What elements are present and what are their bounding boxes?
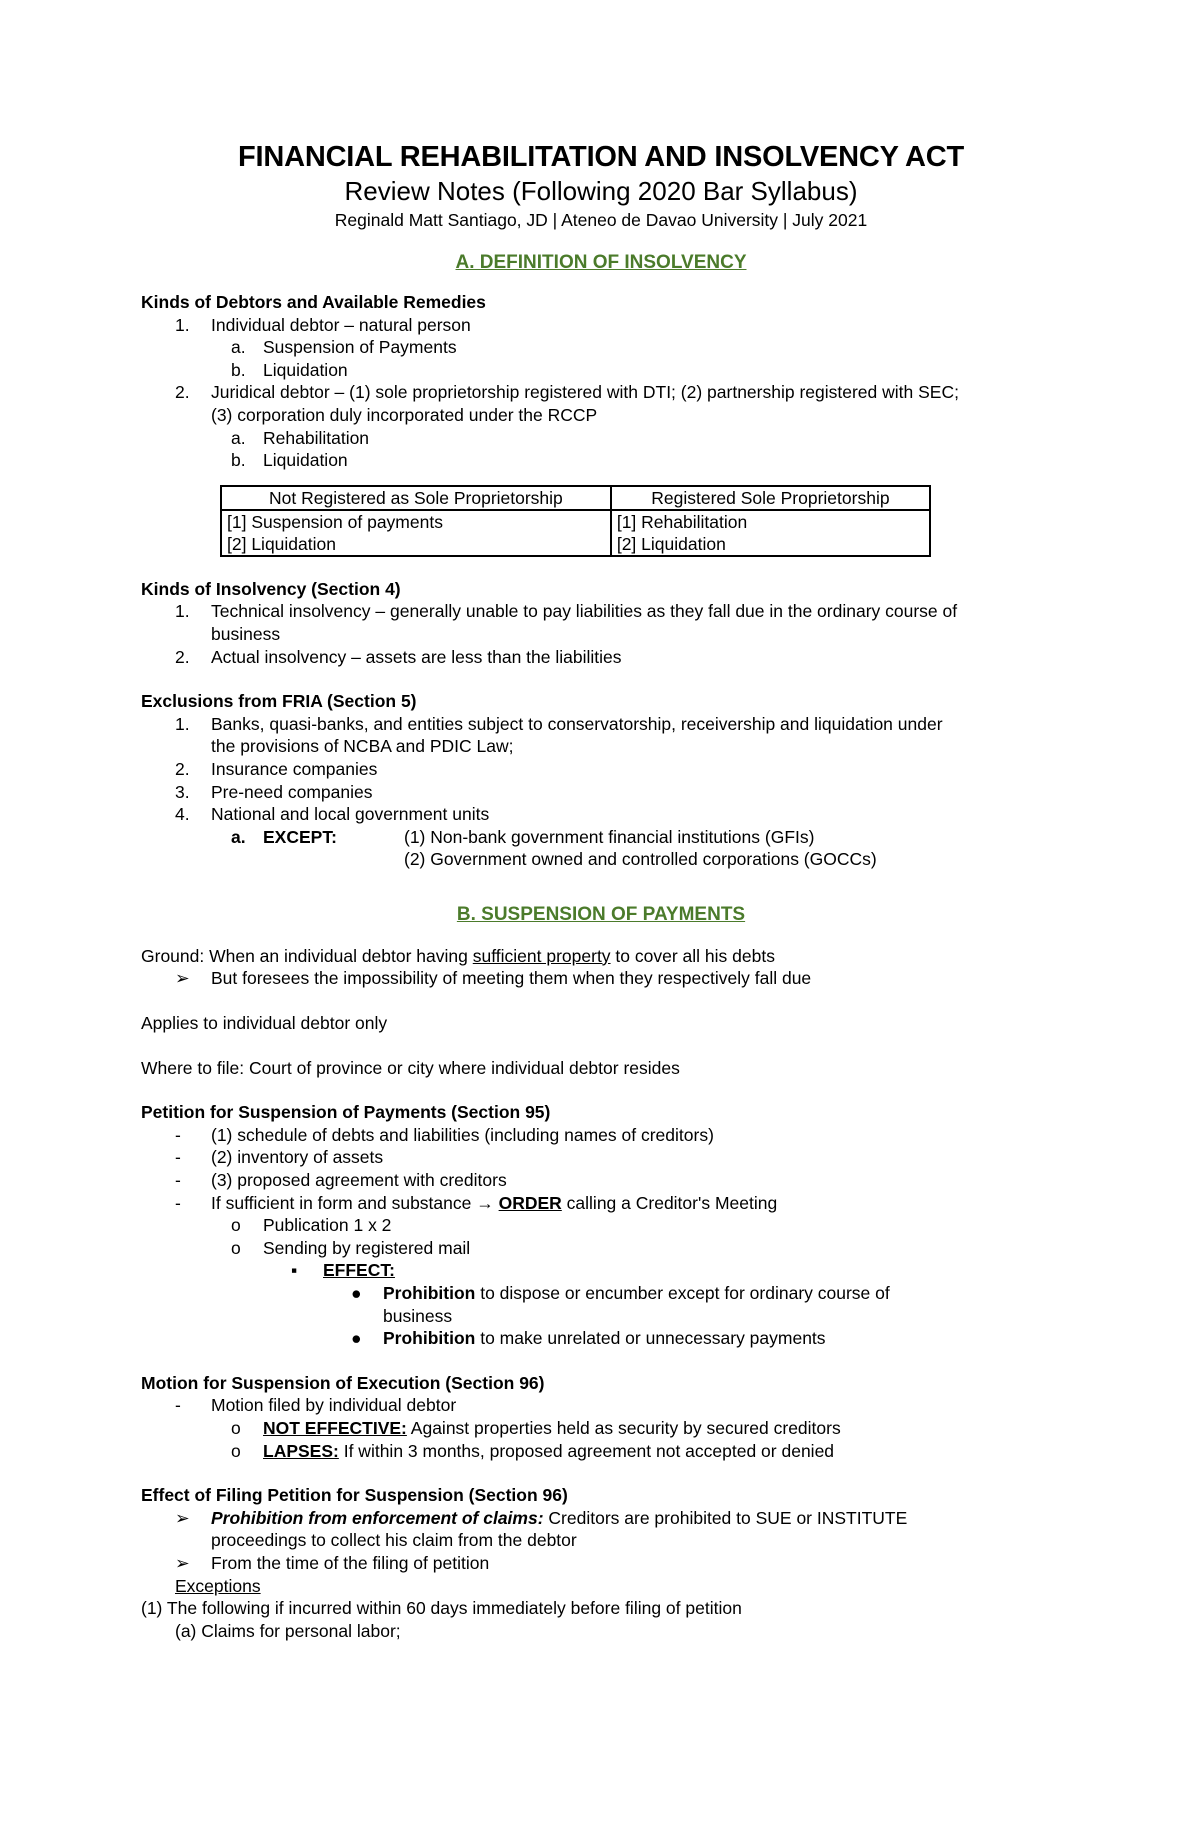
exception-subitem: (a) Claims for personal labor; bbox=[175, 1620, 401, 1641]
list-item: 2. Insurance companies bbox=[175, 758, 378, 779]
list-item: 1. Technical insolvency – generally unable to pay liabilities as they fall due in the ordinary course of bbox=[175, 601, 958, 622]
list-item: 4. National and local government units bbox=[175, 804, 490, 825]
list-item: ▪ EFFECT: bbox=[291, 1260, 395, 1281]
insolvency-heading: Kinds of Insolvency (Section 4) bbox=[141, 578, 401, 599]
dot-bullet-icon: ● bbox=[351, 1328, 362, 1349]
list-item: a. Rehabilitation bbox=[231, 427, 370, 448]
motion-heading: Motion for Suspension of Execution (Section 96) bbox=[141, 1372, 545, 1393]
list-item: o LAPSES: If within 3 months, proposed agreement not accepted or denied bbox=[231, 1440, 835, 1461]
where-line: Where to file: Court of province or city where individual debtor resides bbox=[141, 1057, 680, 1078]
arrow-bullet-icon: ➢ bbox=[175, 1507, 190, 1528]
list-item-continuation: proceedings to collect his claim from the debtor bbox=[211, 1530, 577, 1551]
list-item: 2. Actual insolvency – assets are less than the liabilities bbox=[175, 646, 622, 667]
list-item-continuation: (2) Government owned and controlled corporations (GOCCs) bbox=[404, 849, 877, 870]
list-item: a. Suspension of Payments bbox=[231, 337, 457, 358]
exclusions-heading: Exclusions from FRIA (Section 5) bbox=[141, 691, 417, 712]
list-item: - If sufficient in form and substance → ORDER calling a Creditor's Meeting bbox=[175, 1192, 778, 1213]
list-item: b. Liquidation bbox=[231, 450, 348, 471]
exceptions-label: Exceptions bbox=[175, 1575, 261, 1596]
ground-line: Ground: When an individual debtor having sufficient property to cover all his debts bbox=[141, 945, 775, 966]
list-item: 1. Individual debtor – natural person bbox=[175, 314, 471, 335]
list-item: ● Prohibition to make unrelated or unnecessary payments bbox=[351, 1328, 826, 1349]
page-content bbox=[141, 140, 1061, 1642]
petition-heading: Petition for Suspension of Payments (Section 95) bbox=[141, 1102, 551, 1123]
list-item: 1. Banks, quasi-banks, and entities subject to conservatorship, receivership and liquidation under bbox=[175, 713, 943, 734]
list-item-continuation: business bbox=[383, 1305, 453, 1326]
table-cell: [1] Suspension of payments [2] Liquidation bbox=[221, 510, 611, 556]
list-item: - Motion filed by individual debtor bbox=[175, 1395, 457, 1416]
list-item: - (2) inventory of assets bbox=[175, 1147, 384, 1168]
list-item-continuation: the provisions of NCBA and PDIC Law; bbox=[211, 736, 514, 757]
document-title: FINANCIAL REHABILITATION AND INSOLVENCY ACT bbox=[237, 141, 965, 173]
list-item: ➢ But foresees the impossibility of meeting them when they respectively fall due bbox=[175, 968, 812, 989]
table-cell: [1] Rehabilitation [2] Liquidation bbox=[611, 510, 930, 556]
list-item: ➢ From the time of the filing of petition bbox=[175, 1552, 490, 1573]
debtors-heading: Kinds of Debtors and Available Remedies bbox=[141, 292, 486, 312]
document-subtitle: Review Notes (Following 2020 Bar Syllabus) bbox=[344, 176, 858, 206]
arrow-bullet-icon: ➢ bbox=[175, 968, 190, 989]
section-b-heading: B. SUSPENSION OF PAYMENTS bbox=[456, 903, 746, 925]
list-item: o Sending by registered mail bbox=[231, 1237, 471, 1258]
list-item: b. Liquidation bbox=[231, 359, 348, 380]
list-item: 2. Juridical debtor – (1) sole proprietorship registered with DTI; (2) partnership registered with SEC; bbox=[175, 382, 959, 403]
list-item: a. EXCEPT: (1) Non-bank government financial institutions (GFIs) bbox=[231, 826, 815, 847]
list-item: - (3) proposed agreement with creditors bbox=[175, 1170, 507, 1191]
square-bullet-icon: ▪ bbox=[291, 1260, 298, 1281]
list-item: o Publication 1 x 2 bbox=[231, 1215, 392, 1236]
arrow-bullet-icon: ➢ bbox=[175, 1552, 190, 1573]
exception-item: (1) The following if incurred within 60 days immediately before filing of petition bbox=[141, 1598, 742, 1619]
list-item: o NOT EFFECTIVE: Against properties held as security by secured creditors bbox=[231, 1417, 841, 1438]
list-item: - (1) schedule of debts and liabilities (including names of creditors) bbox=[175, 1124, 714, 1145]
list-item-continuation: business bbox=[211, 623, 281, 644]
table-header: Not Registered as Sole Proprietorship bbox=[221, 486, 611, 510]
dot-bullet-icon: ● bbox=[351, 1283, 362, 1303]
list-item: 3. Pre-need companies bbox=[175, 781, 373, 802]
list-item: ● Prohibition to dispose or encumber except for ordinary course of bbox=[351, 1283, 890, 1303]
applies-line: Applies to individual debtor only bbox=[141, 1013, 388, 1034]
effect-filing-heading: Effect of Filing Petition for Suspension (Section 96) bbox=[141, 1485, 568, 1506]
list-item-continuation: (3) corporation duly incorporated under the RCCP bbox=[211, 404, 598, 425]
section-a-heading: A. DEFINITION OF INSOLVENCY bbox=[455, 252, 747, 273]
remedies-table bbox=[220, 485, 931, 557]
list-item: ➢ Prohibition from enforcement of claims: Creditors are prohibited to SUE or INSTITUTE bbox=[175, 1507, 908, 1528]
author-line: Reginald Matt Santiago, JD | Ateneo de Davao University | July 2021 bbox=[334, 210, 868, 230]
table-header: Registered Sole Proprietorship bbox=[611, 486, 930, 510]
